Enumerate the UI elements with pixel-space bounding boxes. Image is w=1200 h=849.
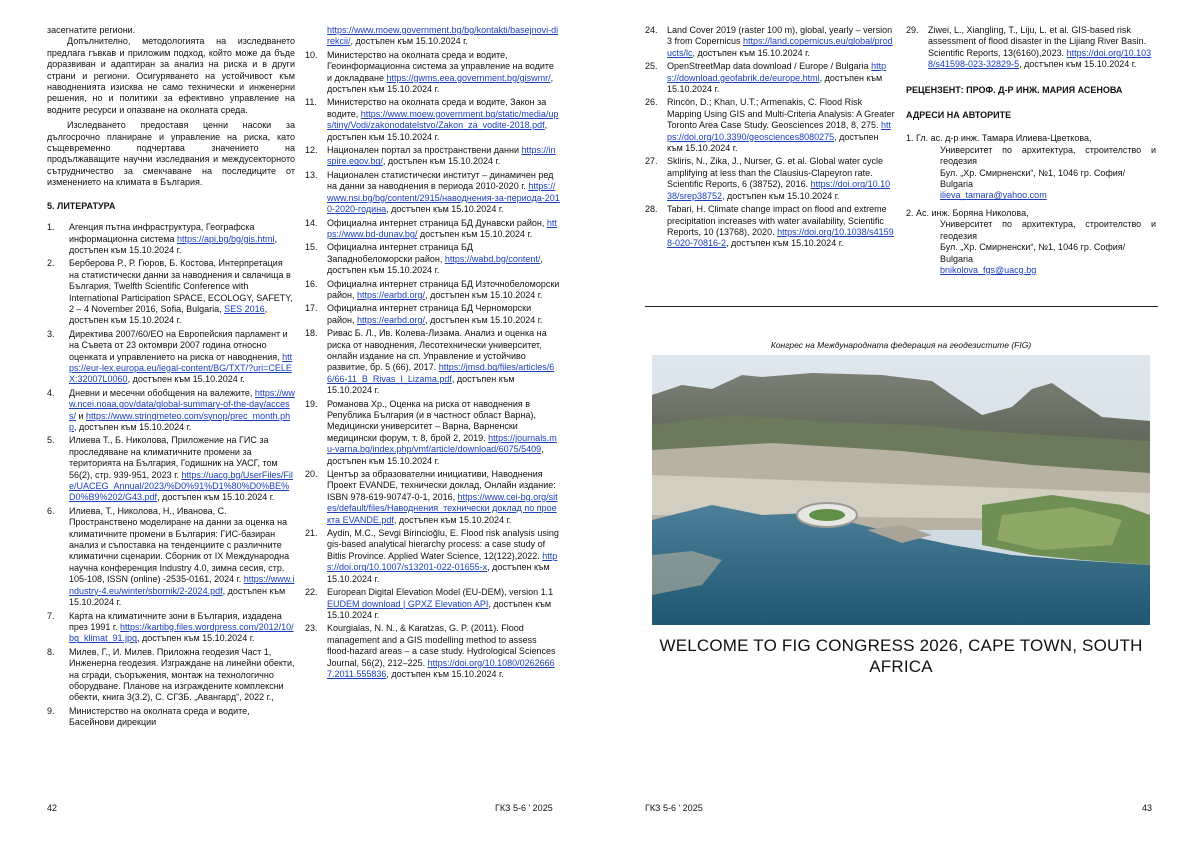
reference-item: [305, 469, 560, 526]
reference-text: European Digital Elevation Model (EU-DEM), version 1.1: [327, 587, 554, 598]
reference-item: [305, 623, 560, 680]
reference-item: [47, 388, 295, 434]
right-page-column-1: [645, 25, 895, 252]
reference-tail: , достъпен към 15.10.2024 г.: [667, 72, 883, 95]
reference-item: [305, 97, 560, 143]
right-journal-footer: ГКЗ 5-6 ' 2025: [645, 803, 703, 813]
reference-tail: , достъпен към 15.10.2024 г.: [722, 190, 840, 201]
author-address: Бул. „Хр. Смирненски“, №1, 1046 гр. София/ Bulgaria: [940, 242, 1126, 264]
reference-item: [47, 329, 295, 386]
reference-number: 13.: [305, 169, 318, 180]
reference-text: Берберова Р., Р. Гюров, Б. Костова, Интерпретация на статистически данни за наводнения и свлачища в България, Twelfth Scientific Conference with International Participation SPACE, ECOLOGY, SAFETY, 2 – 4 November 2016, Sofia, Bulgaria,: [69, 258, 293, 314]
left-page-column-1: [47, 25, 295, 731]
reference-number: 8.: [47, 646, 55, 657]
reference-link[interactable]: https://www.nsi.bg/bg/content/2915/наводнения-за-периода-2010-2020-година: [327, 181, 560, 215]
reference-link[interactable]: https://www.stringmeteo.com/synop/prec_month.php: [69, 410, 291, 432]
reference-number: 23.: [305, 623, 318, 634]
reference-item: [305, 145, 560, 168]
reference-text: Илиева Т., Б. Николова, Приложение на ГИС за проследяване на климатичните промени за територията на България, Годишник на УАСГ, том 56(2), стр. 939-951, 2023 г.: [69, 435, 278, 480]
reference-tail: , достъпен към 15.10.2024 г.: [327, 444, 544, 466]
reference-tail: , достъпен към 15.10.2024 г.: [157, 492, 275, 503]
reference-tail: , достъпен към 15.10.2024 г.: [137, 633, 255, 644]
reference-text: Център за образователни инициативи, Наводнения Проект EVANDE, технически доклад, Онлайн издание: ISBN 978-619-90747-0-1, 2016,: [327, 469, 556, 502]
reference-number: 6.: [47, 505, 55, 516]
author-organization: Университет по архитектура, строителство и геодезия: [940, 219, 1156, 241]
reference-number: 16.: [305, 278, 318, 289]
reference-item: [305, 328, 560, 396]
reference-tail: , достъпен към 15.10.2024 г.: [386, 668, 504, 679]
reference-tail: достъпен към 15.10.2024 г.: [417, 228, 533, 239]
reference-tail: , достъпен към 15.10.2024 г.: [726, 238, 844, 249]
reference-text: Aydin, M.C., Sevgi Birincioğlu, E. Flood risk analysis using gis-based analytical hierarchy process: a case study of Bitlis Province. Applied Water Science, 12(122),2022.: [327, 528, 559, 561]
paragraph: Допълнително, методологията на изследването предлага гъвкав и приложим подход, който може да бъде доразвиван и адаптиран за анализ на риска и в други страни и региони. Осигуряването на устойчивост към наводненията изисква не само технически и инженерни решения, но и политики за ефективно управление на водните ресурси и опазване на околната среда.: [47, 36, 295, 115]
paragraph: Изследването предоставя ценни насоки за дългосрочно планиране и управление на риска, като същевременно подчертава значението на продължаващите научни изследвания и междусекторното сътрудничество за смекчаване на последиците от изменението на климата в България.: [47, 120, 295, 188]
reference-number: 9.: [47, 705, 55, 716]
reference-text: Ziwei, L., Xiangling, T., Liju, L. et al. GIS-based risk assessment of flood disaster in the Lijiang River Basin. Scientific Reports, 13(6160),2023.: [928, 25, 1147, 58]
reference-link[interactable]: https://gwms.eea.government.bg/giswmr/: [386, 72, 551, 83]
author-address: Бул. „Хр. Смирненски“, №1, 1046 гр. София/ Bulgaria: [940, 167, 1126, 190]
reference-tail: , достъпен към 15.10.2024 г.: [393, 514, 512, 525]
reference-link[interactable]: EUDEM download | GPXZ Elevation API: [327, 598, 489, 609]
reference-item: [305, 50, 560, 96]
conclusion-text: [47, 25, 295, 189]
reference-tail: , достъпен към 15.10.2024 г.: [692, 47, 810, 58]
reference-number: 3.: [47, 328, 55, 339]
reference-number: 17.: [305, 303, 318, 314]
reference-tail: , достъпен към 15.10.2024 г.: [425, 314, 543, 325]
reference-number: 26.: [645, 97, 658, 108]
reference-tail: , достъпен към 15.10.2024 г.: [69, 585, 286, 608]
reference-text: Kourgialas, N. N., & Karatzas, G. P. (2011). Flood management and a GIS modelling method to assess flood-hazard areas – a case study. Hydrological Sciences Journal, 56(2), 212–225.: [327, 623, 556, 668]
reference-text: Милев, Г., И. Милев. Приложна геодезия Част 1, Инженерна геодезия. Изграждане на линейни обекти, на сгради, съоръжения, монтаж на технологично оборудване. Планове на изграждените комплексни обекти, книга 3(3.2), С. СГЗБ. „Авангард“, 2022 г.,: [69, 646, 295, 703]
horizontal-rule: [645, 306, 1158, 307]
reference-text: Карта на климатичните зони в България, издадена през 1991 г.: [69, 610, 282, 632]
reference-text: Национален статистически институт – динамичен ред на данни за наводнения в периода 2010-2020 г.: [327, 169, 554, 192]
reference-text: Агенция пътна инфраструктура, Географска информационна система: [69, 222, 255, 244]
reference-item: [305, 528, 560, 585]
reference-tail: , достъпен към 15.10.2024 г.: [327, 562, 550, 584]
reference-tail: , достъпен към 15.10.2024 г.: [327, 598, 552, 620]
reference-tail: , достъпен към 15.10.2024 г.: [425, 289, 543, 300]
reference-link[interactable]: https://jmsd.bg/files/articles/66/66-11_B_Rivas_I_Lizama.pdf: [327, 362, 555, 384]
reference-item: [47, 647, 295, 704]
reference-number: 21.: [305, 528, 318, 539]
reference-item: [47, 706, 295, 729]
reference-number: 25.: [645, 61, 658, 72]
reference-list: [645, 25, 895, 250]
reference-tail: , достъпен към 15.10.2024 г.: [127, 374, 245, 385]
reference-number: 7.: [47, 610, 55, 621]
reference-text: Министерство на околната среда и водите, Закон за водите,: [327, 97, 547, 119]
cape-town-aerial-photo: [652, 355, 1150, 625]
reference-text: Дневни и месечни обобщения на валежите,: [69, 387, 255, 398]
reference-text: Land Cover 2019 (raster 100 m), global, yearly – version 3 from Copernicus: [667, 25, 893, 47]
reference-item: [645, 97, 895, 154]
reference-item: [305, 242, 560, 276]
reference-tail: , достъпен към 15.10.2024 г.: [327, 120, 548, 142]
reference-text: Официална интернет страница БД Дунавски район,: [327, 217, 547, 228]
reference-item: [645, 61, 895, 95]
reference-text: Национален портал за пространствени данни: [327, 145, 522, 156]
reference-item: [305, 218, 560, 241]
reference-text: Официална интернет страница БД Източнобеломорски район,: [327, 278, 560, 300]
reference-text: Романова Хр., Оценка на риска от наводнения в Република България (и в частност област Варна), Медицински университет – Варна, Варненски медицински форум, т. 8, брой 2, 2019.: [327, 398, 536, 443]
reference-tail: , достъпен към 15.10.2024 г.: [74, 422, 192, 432]
section-heading: 5. ЛИТЕРАТУРА: [47, 200, 116, 211]
author-name: 1. Гл. ас. д-р инж. Тамара Илиева-Цветкова,: [906, 133, 1092, 144]
reference-tail: , достъпен към 15.10.2024 г.: [327, 72, 554, 95]
reference-link[interactable]: https://www.industry-4.eu/winter/sbornik/2-2024.pdf: [69, 574, 295, 596]
reference-text: Официална интернет страница БД Западнобеломорски район,: [327, 242, 473, 264]
author-email-link[interactable]: ilieva_tamara@yahoo.com: [940, 190, 1047, 201]
reference-link[interactable]: https://eur-lex.europa.eu/legal-content/BG/TXT/?uri=CELEX:32007L0060: [69, 351, 293, 385]
author-addresses: [906, 133, 1156, 276]
reference-link[interactable]: SES 2016: [224, 303, 265, 314]
reference-text: OpenStreetMap data download / Europe / Bulgaria: [667, 61, 872, 72]
reference-link[interactable]: https://earbd.org/: [357, 289, 426, 300]
reference-text: Министерство на околната среда и водите, Геоинформационна система за управление на водите и докладване: [327, 49, 554, 83]
reference-link[interactable]: https://uacg.bg/UserFiles/File/UACEG_Annual/2023/%D0%91%D1%80%D0%BE%D0%B9%202/G43.pdf: [69, 469, 293, 503]
reference-link[interactable]: https://earbd.org/: [357, 314, 426, 325]
reference-link[interactable]: https://www.cei-bg.org/sites/default/files/Наводнения_технически доклад по проекта EVANDE.pdf: [327, 491, 558, 525]
reference-tail: , достъпен към 15.10.2024 г.: [386, 204, 504, 215]
reference-link[interactable]: https://kartibg.files.wordpress.com/2012/10/bg_klimat_91.jpg: [69, 621, 294, 644]
reference-text: Rincón, D.; Khan, U.T.; Armenakis, C. Flood Risk Mapping Using GIS and Multi-Criteria Analysis: A Greater Toronto Area Case Study. Geosciences 2018, 8, 275.: [667, 97, 895, 131]
reference-item: [305, 587, 560, 621]
reference-list: [305, 50, 560, 681]
fig-congress-ad: [652, 340, 1150, 677]
reference-number: 1.: [47, 222, 55, 233]
reference-number: 10.: [305, 49, 318, 60]
reference-number: 2.: [47, 258, 55, 269]
reference-tail: , достъпен към 15.10.2024 г.: [382, 156, 501, 167]
reference-number: 18.: [305, 328, 318, 339]
reference-link[interactable]: https://wabd.bg/content/: [444, 253, 541, 264]
reference-text: Skliris, N., Zika, J., Nurser, G. et al. Global water cycle amplifying at less than the Clausius-Clapeyron rate. Scientific Reports, 6 (38752), 2016.: [667, 156, 884, 190]
right-page-number: 43: [1142, 803, 1153, 813]
reference-tail: , достъпен към 15.10.2024 г.: [1019, 59, 1137, 70]
reference-number: 4.: [47, 387, 55, 398]
reference-item: [906, 25, 1156, 71]
reference-number: 15.: [305, 242, 318, 253]
reference-number: 29.: [906, 25, 919, 35]
paragraph: засегнатите региони.: [47, 25, 136, 35]
reference-link[interactable]: https://doi.org/10.1007/s13201-022-01655-x: [327, 550, 558, 573]
reference-number: 14.: [305, 217, 318, 228]
welcome-banner: WELCOME TO FIG CONGRESS 2026, CAPE TOWN, SOUTH AFRICA: [659, 636, 1143, 676]
reference-link[interactable]: https://www.moew.government.bg/static/media/ups/tiny/Vodi/zakonodatelstvo/Zakon_za_vodite-2018.pdf: [327, 108, 559, 131]
left-page-column-2: [305, 25, 560, 682]
author-email: [906, 190, 1156, 201]
reference-text: Илиева, Т., Николова, Н., Иванова, С. Пространствено моделиране на данни за оценка на климатичните промени в България: ГИС-базиран анализ и съпоставка на тенденциите с различните климатични сценарии. Сборник от IX Международна научна конференция Industry 4.0, зимна сесия, стр. 105-108, ISSN (online) -2535-0161, 2024 г.: [69, 505, 290, 585]
reference-item: [305, 303, 560, 326]
reference-text: Tabari, H. Climate change impact on flood and extreme precipitation increases with water availability, Scientific Reports, 10 (13768), 2020.: [667, 204, 887, 237]
reference-tail: , достъпен към 15.10.2024 г.: [69, 303, 268, 326]
reference-link[interactable]: https://doi.org/10.1038/s41598-020-70816-2: [667, 226, 894, 249]
reference-link[interactable]: https://download.geofabrik.de/europe.html: [667, 61, 887, 83]
reference-tail: , достъпен към 15.10.2024 г.: [69, 233, 278, 255]
photo-caption: Конгрес на Международната федерация на геодезистите (FIG): [770, 340, 1032, 350]
reference-item: [47, 435, 295, 503]
reference-number: 24.: [645, 25, 658, 35]
reference-tail: , достъпен към 15.10.2024 г.: [327, 253, 543, 276]
reference-number: 22.: [305, 587, 318, 598]
reference-link[interactable]: https://inspire.egov.bg/: [327, 145, 556, 167]
reference-item: [305, 399, 560, 467]
author-entry: [906, 208, 1156, 276]
reference-link[interactable]: https://doi.org/10.3390/geosciences8080275: [667, 120, 891, 142]
reference-link[interactable]: https://api.bg/bg/gis.html: [177, 233, 275, 244]
reference-tail: , достъпен към 15.10.2024 г.: [350, 36, 468, 47]
reference-text: Министерство на околната среда и водите, Басейнови дирекции: [69, 705, 250, 728]
author-email-link[interactable]: bnikolova_fgs@uacg.bg: [940, 264, 1037, 275]
reference-text: Директива 2007/60/ЕО на Европейския парламент и на Съвета от 23 октомври 2007 година относно оценката и управлението на риска от наводнения,: [69, 328, 288, 362]
reviewer-line: РЕЦЕНЗЕНТ: ПРОФ. Д-Р ИНЖ. МАРИЯ АСЕНОВА: [906, 84, 1123, 95]
reference-continuation: [305, 25, 560, 48]
reference-link[interactable]: https://journals.mu-varna.bg/index.php/vmf/article/download/6075/5409: [327, 432, 557, 455]
reference-item: [47, 506, 295, 609]
reference-number: 28.: [645, 204, 658, 215]
left-page-number: 42: [47, 803, 58, 813]
reference-link[interactable]: https://doi.org/10.1038/srep38752: [667, 179, 891, 201]
reference-tail: и: [76, 410, 87, 421]
reference-item: [645, 156, 895, 202]
reference-number: 11.: [305, 97, 317, 108]
reference-number: 5.: [47, 435, 55, 446]
reference-link[interactable]: https://www.moew.government.bg/bg/kontakti/basejnovi-direkcii/: [327, 25, 559, 47]
reference-tail: , достъпен към 15.10.2024 г.: [667, 131, 879, 154]
author-organization: Университет по архитектура, строителство и геодезия: [940, 144, 1156, 167]
reference-link[interactable]: https://land.copernicus.eu/global/products/lc: [667, 36, 893, 58]
reference-text: Официална интернет страница БД Черноморски район,: [327, 303, 532, 325]
right-page-column-2: [906, 25, 1156, 276]
reference-list: [906, 25, 1156, 71]
addresses-heading: АДРЕСИ НА АВТОРИТЕ: [906, 110, 1012, 121]
reference-item: [645, 204, 895, 250]
reference-item: [47, 258, 295, 326]
reference-tail: , достъпен към 15.10.2024 г.: [327, 373, 515, 396]
reference-list: [47, 222, 295, 728]
reference-item: [645, 25, 895, 59]
reference-item: [305, 170, 560, 216]
author-email: [906, 265, 1156, 276]
left-journal-footer: ГКЗ 5-6 ' 2025: [495, 803, 553, 813]
reference-link[interactable]: https://www.ncei.noaa.gov/data/global-summary-of-the-day/access/: [69, 387, 295, 421]
reference-item: [47, 611, 295, 645]
reference-number: 20.: [305, 469, 318, 480]
reference-number: 19.: [305, 398, 318, 409]
reference-item: [305, 279, 560, 302]
reference-text: Ривас Б. Л., Ив. Колева-Лизама. Анализ и оценка на риска от наводнения, Лесотехнически университет, онлайн издание на сп. Управление и устойчиво развитие, бр. 5 (66), 2017.: [327, 328, 547, 373]
author-name: 2. Ас. инж. Боряна Николова,: [906, 207, 1029, 218]
reference-number: 27.: [645, 156, 658, 167]
reference-link[interactable]: https://doi.org/10.1038/s41598-023-32829-5: [928, 47, 1152, 70]
author-entry: [906, 133, 1156, 201]
reference-item: [47, 222, 295, 256]
reference-link[interactable]: https://doi.org/10.1080/02626667.2011.555836: [327, 657, 555, 679]
reference-number: 12.: [305, 145, 318, 156]
reference-link[interactable]: https://www.bd-dunav.bg/: [327, 217, 557, 239]
